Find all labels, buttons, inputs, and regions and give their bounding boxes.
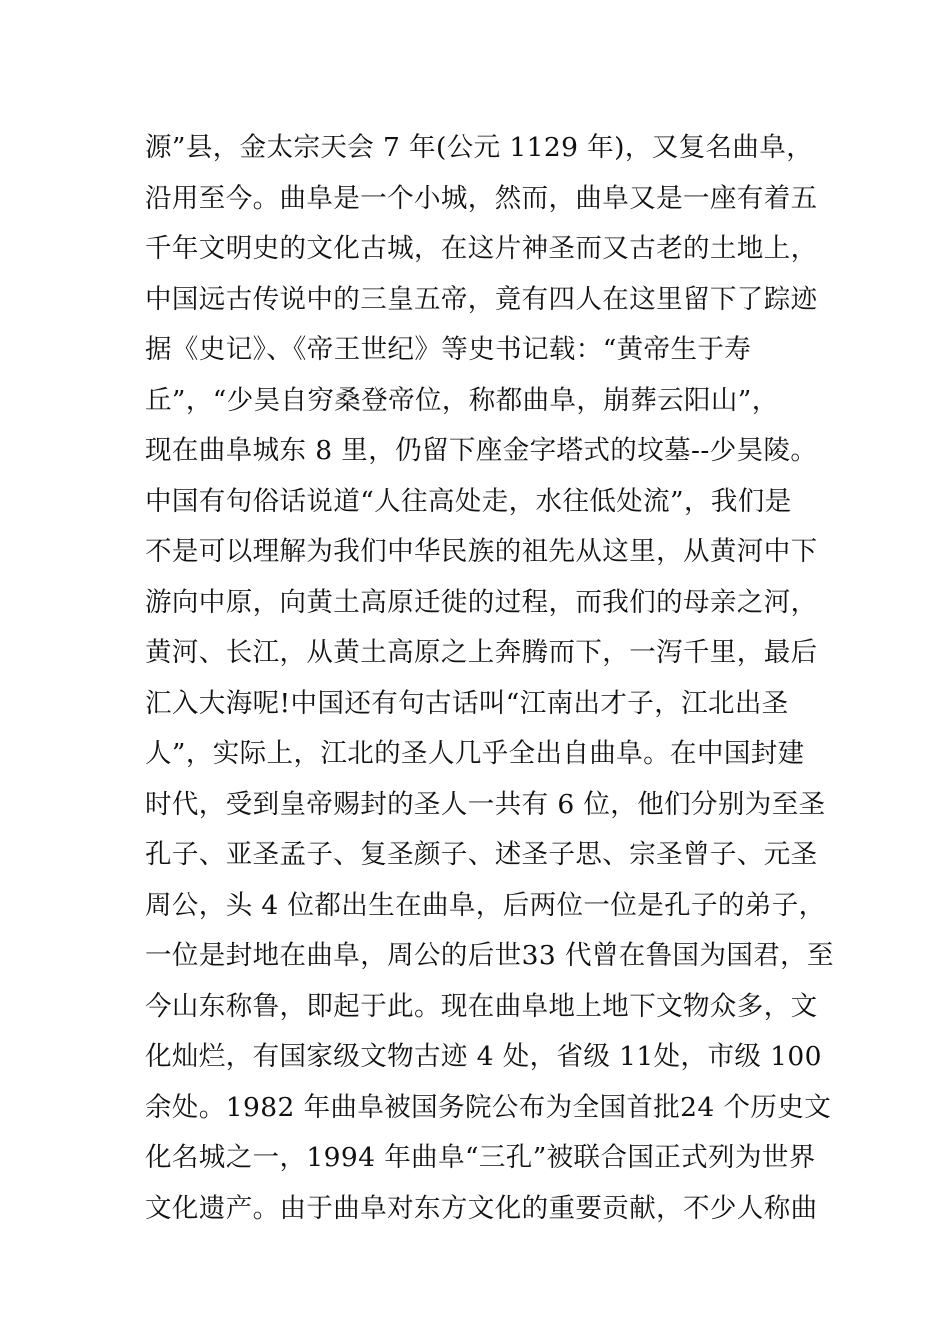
text-line-4: 中国远古传说中的三皇五帝，竟有四人在这里留下了踪迹 [145,283,818,315]
text-line-10: 游向中原，向黄土高原迁徙的过程，而我们的母亲之河， [145,586,818,618]
text-line-3: 千年文明史的文化古城，在这片神圣而又古老的土地上， [145,233,818,264]
text-line-14: 时代，受到皇帝赐封的圣人一共有 6 位，他们分别为至圣 [145,788,826,820]
text-line-19: 化灿烂，有国家级文物古迹 4 处，省级 11处，市级 100 [145,1041,822,1072]
text-line-20: 余处。1982 年曲阜被国务院公布为全国首批24 个历史文 [145,1091,832,1123]
text-line-9: 不是可以理解为我们中华民族的祖先从这里，从黄河中下 [145,536,818,567]
text-line-22: 文化遗产。由于曲阜对东方文化的重要贡献，不少人称曲 [145,1192,818,1224]
text-line-17: 一位是封地在曲阜，周公的后世33 代曾在鲁国为国君，至 [145,940,834,971]
text-line-5: 据《史记》、《帝王世纪》等史书记载：“黄帝生于寿 [145,334,752,365]
text-line-11: 黄河、长江，从黄土高原之上奔腾而下，一泻千里，最后 [145,637,818,668]
text-line-21: 化名城之一，1994 年曲阜“三孔”被联合国正式列为世界 [145,1142,816,1173]
text-line-12: 汇入大海呢!中国还有句古话叫“江南出才子，江北出圣 [145,687,789,719]
text-line-13: 人”，实际上，江北的圣人几乎全出自曲阜。在中国封建 [145,738,805,769]
text-line-8: 中国有句俗话说道“人往高处走，水往低处流”，我们是 [145,485,792,517]
text-line-6: 丘”，“少昊自穷桑登帝位，称都曲阜，崩葬云阳山”， [145,384,779,416]
text-line-15: 孔子、亚圣孟子、复圣颜子、述圣子思、宗圣曾子、元圣 [145,839,818,870]
body-text [145,130,834,1241]
text-line-18: 今山东称鲁，即起于此。现在曲阜地上地下文物众多，文 [145,990,818,1022]
text-line-2: 沿用至今。曲阜是一个小城，然而，曲阜又是一座有着五 [145,182,818,214]
text-line-7: 现在曲阜城东 8 里，仍留下座金字塔式的坟墓--少昊陵。 [145,435,818,466]
text-line-1: 源”县，金太宗天会 7 年(公元 1129 年)，又复名曲阜， [145,132,814,163]
text-line-16: 周公，头 4 位都出生在曲阜，后两位一位是孔子的弟子， [145,889,826,921]
